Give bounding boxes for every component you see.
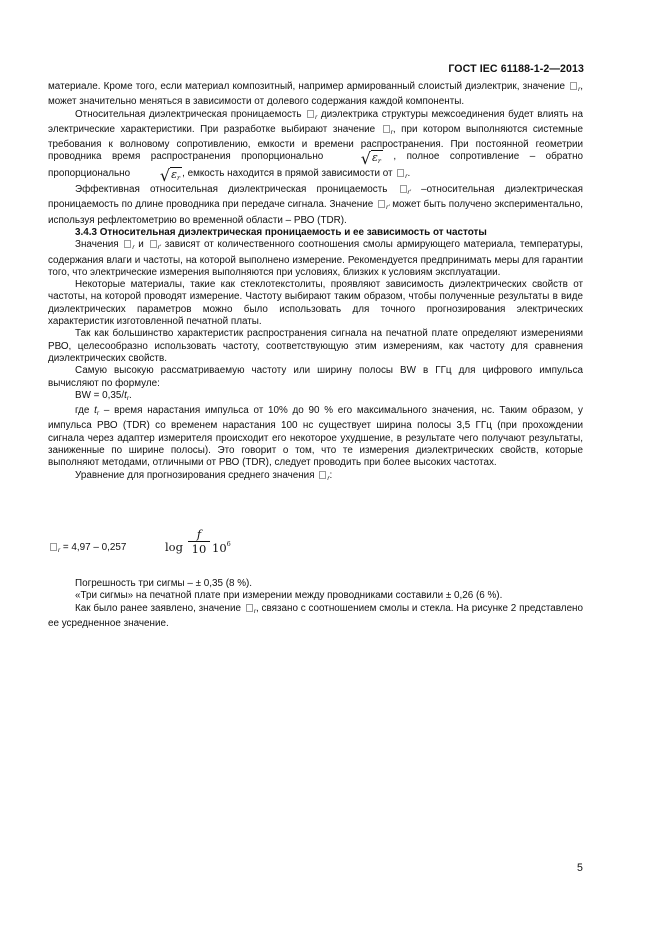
- paragraph-2: Относительная диэлектрическая проницаемость $_r$ диэлектрика структуры межсоединения будет влиять на электрические характеристики. При разработке выбирают значение $_r$, при котором выполняются системные требования к волновому сопротивлению, емкости и времени распространения. При постоянной геометрии проводника время распространения пропорционально $√\varepsilon_r$ , полное сопротивление – обратно пропорционально $√\varepsilon_r$ , емкость находится в прямой зависимости от $_r$.: [48, 108, 584, 185]
- epsilon-glyph-icon: [246, 604, 253, 612]
- paragraph-12: «Три сигмы» на печатной плате при измерении между проводниками составили ± 0,26 (6 %).: [75, 590, 503, 602]
- epsilon-formula: $_r$ = 4,97 – 0,257 log $\frac{f}{10}$ $10^6$: [48, 528, 348, 568]
- epsilon-glyph-icon: [378, 200, 385, 208]
- paragraph-1: материале. Кроме того, если материал композитный, например армированный слоистый диэлектрик, значение $_r$, может значительно меняться в зависимости от долевого содержания каждой компоненты.: [48, 81, 583, 108]
- formula-log: log: [165, 540, 183, 554]
- formula-power: $10^6$: [212, 540, 231, 555]
- paragraph-6: Так как большинство характеристик распространения сигнала на печатной плате определяют измерениями РВО, целесообразно использовать частоту, соответствующую этим измерениям, как частоту для сравнения диэлектрических свойств.: [48, 328, 583, 364]
- document-body: [48, 81, 583, 485]
- epsilon-glyph-icon: [570, 82, 577, 90]
- paragraph-13: Как было ранее заявлено, значение $_r$, связано с соотношением смолы и стекла. На рисунке 2 представлено ее усредненное значение.: [48, 602, 584, 629]
- page-number: 5: [577, 862, 583, 874]
- epsilon-glyph-icon: [383, 125, 390, 133]
- epsilon-glyph-icon: [307, 110, 314, 118]
- sqrt-epsilon-symbol: $√\varepsilon_r$: [159, 165, 181, 185]
- paragraph-10: Уравнение для прогнозирования среднего значения $_r$:: [75, 469, 333, 482]
- paragraph-4: Значения $_r$ и $_{r'}$ зависят от количественного соотношения смолы армирующего материала, температуры, содержания влаги и частоты, на которой выполнено измерение. Рекомендуется предпринимать меры для гарантии того, что электрические измерения выполняются при условиях, близких к условиям эксплуатации.: [48, 239, 583, 278]
- sqrt-epsilon-symbol: $√\varepsilon_r$: [360, 149, 381, 169]
- paragraph-8: BW = $0,35/t_r$.: [75, 389, 132, 402]
- section-heading: 3.4.3 Относительная диэлектрическая проницаемость и ее зависимость от частоты: [75, 226, 487, 238]
- epsilon-glyph-icon: [124, 240, 131, 248]
- paragraph-7: Самую высокую рассматриваемую частоту или ширину полосы BW в ГГц для цифрового импульса вычисляют по формуле:: [48, 365, 583, 389]
- paragraph-11: Погрешность три сигмы – ± 0,35 (8 %).: [75, 578, 253, 589]
- standard-header: ГОСТ IEC 61188-1-2—2013: [448, 63, 584, 75]
- formula-fraction: $\frac{f}{10}$: [188, 528, 210, 557]
- paragraph-5: Некоторые материалы, такие как стеклотекстолиты, проявляют зависимость диэлектрических свойств от частоты, на которой проводят измерение. Частоту выбирают таким образом, чтобы полученные результаты в виде диэлектрических параметров можно было использовать для точного прогнозирования электрических характеристик изготовленной печатной платы.: [48, 279, 583, 328]
- epsilon-glyph-icon: [50, 543, 57, 551]
- epsilon-glyph-icon: [319, 471, 326, 479]
- paragraph-3: Эффективная относительная диэлектрическая проницаемость $_{r'}$ –относительная диэлектрическая проницаемость по длине проводника при передаче сигнала. Значение $_{r'}$ может быть получено экспериментально, используя рефлектометрию во временной области – РВО (TDR).: [48, 184, 583, 226]
- epsilon-glyph-icon: [150, 240, 157, 248]
- paragraph-9: где $t_r$ – время нарастания импульса от 10% до 90 % его максимального значения, нс. Таким образом, у импульса РВО (TDR) со временем нарастания 100 нс существует ширина полосы 3,5 ГГц (при прохождении сигнала через адаптер измерителя происходит его некоторое ухудшение, в результате чего получают результаты, заниженные по ширине полосы). Это говорит о том, что те измерения диэлектрических свойств, которые выполняют методами, отличными от РВО (TDR), следует проводить при более высоких частотах.: [48, 405, 583, 469]
- document-body-continued: [48, 578, 583, 630]
- epsilon-glyph-icon: [397, 169, 404, 177]
- epsilon-glyph-icon: [400, 185, 407, 193]
